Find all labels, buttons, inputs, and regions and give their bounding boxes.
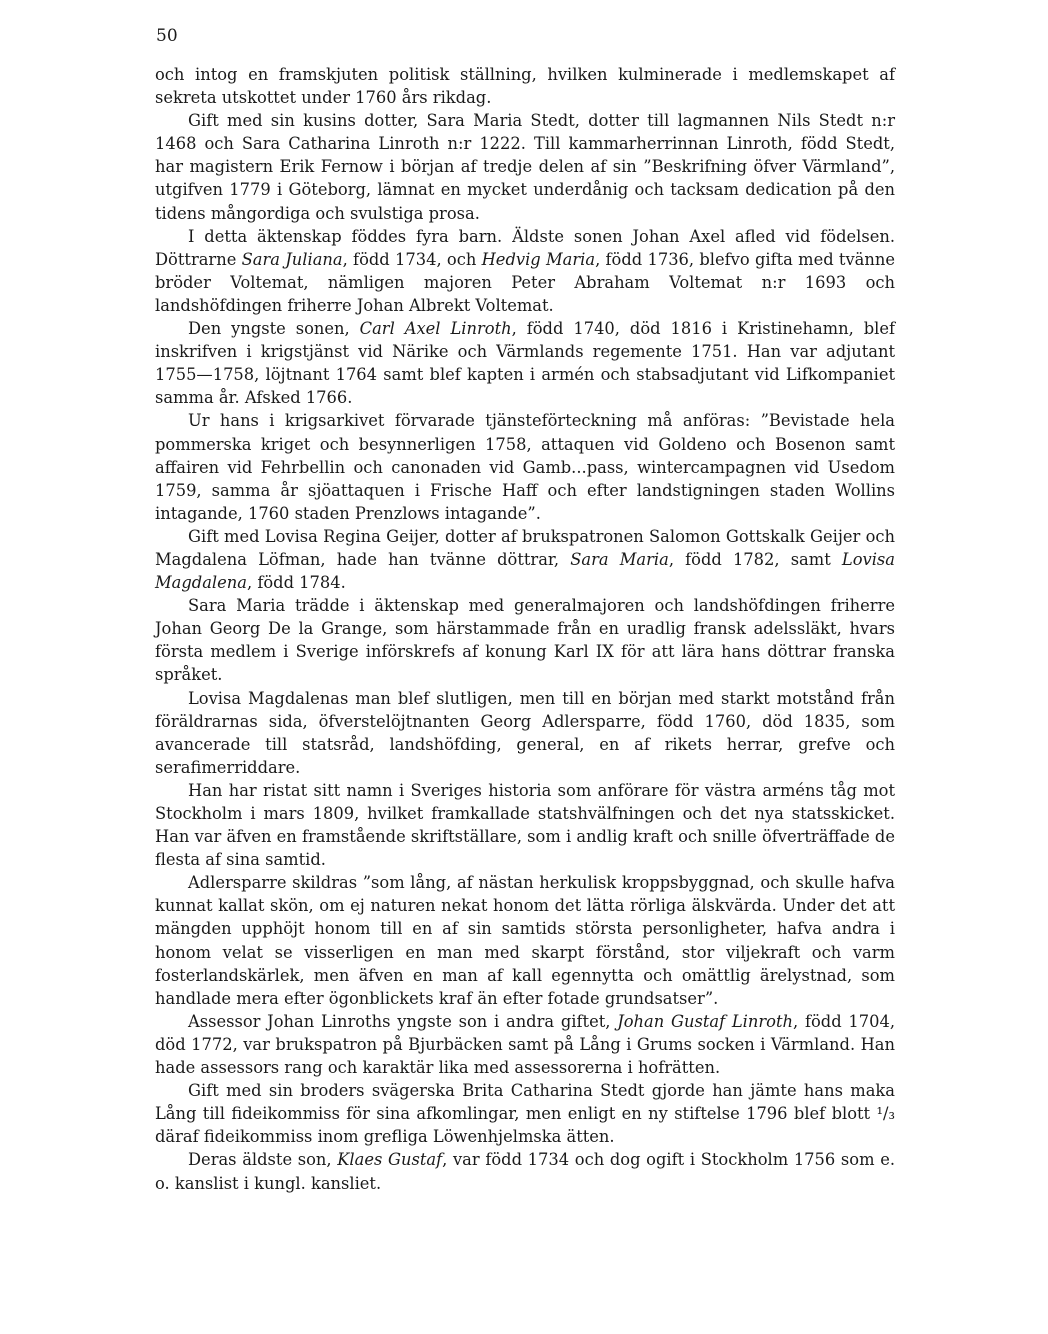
text-run: Den yngste sonen, xyxy=(188,319,360,339)
paragraph xyxy=(155,687,895,779)
text-run: Gift med Lovisa Regina Geijer, dotter af brukspatronen Salomon Gottskalk Geijer och Magdalena Löfman, hade han tvänne döttrar, xyxy=(155,526,895,569)
text-run: , född 1784. xyxy=(246,573,346,593)
paragraph xyxy=(155,109,895,224)
paragraph xyxy=(155,1010,895,1079)
paragraph xyxy=(155,1148,895,1194)
paragraph xyxy=(155,1079,895,1148)
paragraph xyxy=(155,409,895,524)
paragraph xyxy=(155,63,895,109)
paragraph xyxy=(155,871,895,1010)
text-run: Gift med sin kusins dotter, Sara Maria Stedt, dotter till lagmannen Nils Stedt n:r 1468 och Sara Catharina Linroth n:r 1222. Till kammarherrinnan Linroth, född Stedt, har magistern Erik Fernow i början af tredje delen af sin ”Beskrifning öfver Värmland”, utgifven 1779 i Göteborg, lämnat en mycket underdånig och tacksam dedication på den tidens mångordiga och svulstiga prosa. xyxy=(155,111,895,223)
text-run: Adlersparre skildras ”som lång, af nästan herkulisk kroppsbyggnad, och skulle hafva kunnat kallat skön, om ej naturen nekat honom det lätta rörliga älskvärda. Under det att mängden upphöjt honom till en af sin samtids största personligheter, hafva andra i honom velat se visserligen en man med skarpt förstånd, stor viljekraft och varm fosterlandskärlek, men äfven en man af kall egennytta och omättlig ärelystnad, som handlade mera efter ögonblickets kraf än efter fotade grundsatser”. xyxy=(155,873,895,1008)
text-run: Ur hans i krigsarkivet förvarade tjänsteförteckning må anföras: ”Bevistade hela pommerska kriget och besynnerligen 1758, attaquen vid Goldeno och Bosenon samt affairen vid Fehrbellin och canonaden vid Gamb...pass, wintercampagnen vid Usedom 1759, samma år sjöattaquen i Frische Haff och efter landstigningen staden Wollins intagande, 1760 staden Prenzlows intagande”. xyxy=(155,411,895,523)
paragraph xyxy=(155,594,895,686)
text-run: Deras äldste son, xyxy=(188,1150,338,1170)
paragraph xyxy=(155,525,895,594)
text-run: , född 1734, och xyxy=(342,249,482,269)
text-run: , född 1782, samt xyxy=(668,549,842,569)
paragraph xyxy=(155,779,895,871)
paragraph xyxy=(155,225,895,317)
paragraph xyxy=(155,317,895,409)
text-run: och intog en framskjuten politisk ställning, hvilken kulminerade i medlemskapet af sekreta utskottet under 1760 års rikdag. xyxy=(155,65,895,108)
italic-name: Sara Maria xyxy=(570,549,669,569)
italic-name: Lovisa Magdalena xyxy=(155,549,895,593)
body-text xyxy=(155,63,895,1195)
italic-name: Hedvig Maria xyxy=(481,249,596,269)
text-run: , född 1704, död 1772, var brukspatron på Bjurbäcken samt på Lång i Grums socken i Värmland. Han hade assessors rang och karaktär lika med assessorerna i hofrätten. xyxy=(155,1011,895,1078)
text-run: , född 1736, blefvo gifta med tvänne bröder Voltemat, nämligen majoren Peter Abraham Voltemat n:r 1693 och landshöfdingen friherre Johan Albrekt Voltemat. xyxy=(155,249,895,315)
italic-name: Klaes Gustaf xyxy=(337,1150,443,1170)
text-run: Sara Maria trädde i äktenskap med generalmajoren och landshöfdingen friherre Johan Georg De la Grange, som härstammade från en uradlig fransk adelssläkt, hvars första medlem i Sverige införskrefs af konung Karl IX för att lära hans döttrar franska språket. xyxy=(155,596,895,685)
text-run: Lovisa Magdalenas man blef slutligen, men till en början med starkt motstånd från föräldrarnas sida, öfverstelöjtnanten Georg Adlersparre, född 1760, död 1835, som avancerade till statsråd, landshöfding, general, en af rikets herrar, grefve och serafimerriddare. xyxy=(155,688,895,777)
text-run: Assessor Johan Linroths yngste son i andra giftet, xyxy=(188,1011,618,1031)
italic-name: Sara Juliana xyxy=(241,249,343,269)
text-run: , född 1740, död 1816 i Kristinehamn, blef inskrifven i krigstjänst vid Närike och Värmlands regemente 1751. Han var adjutant 1755—1758, löjtnant 1764 samt blef kapten i armén och stabsadjutant vid Lifkompaniet samma år. Afsked 1766. xyxy=(155,319,895,408)
page-number: 50 xyxy=(156,26,178,46)
text-run: , var född 1734 och dog ogift i Stockholm 1756 som e. o. kanslist i kungl. kansliet. xyxy=(155,1150,896,1193)
text-run: I detta äktenskap föddes fyra barn. Äldste sonen Johan Axel afled vid födelsen. Döttrarne xyxy=(155,226,895,269)
italic-name: Carl Axel Linroth xyxy=(359,319,512,339)
text-run: Gift med sin broders svägerska Brita Catharina Stedt gjorde han jämte hans maka Lång till fideikommiss för sina afkomlingar, men enligt en ny stiftelse 1796 blef blott ¹/₃ däraf fideikommiss inom grefliga Löwenhjelmska ätten. xyxy=(155,1081,895,1147)
text-run: Han har ristat sitt namn i Sveriges historia som anförare för västra arméns tåg mot Stockholm i mars 1809, hvilket framkallade statshvälfningen och det nya statsskicket. Han var äfven en framstående skriftställare, som i andlig kraft och snille öfverträffade de flesta af sina samtid. xyxy=(155,780,895,870)
italic-name: Johan Gustaf Linroth xyxy=(617,1011,793,1031)
